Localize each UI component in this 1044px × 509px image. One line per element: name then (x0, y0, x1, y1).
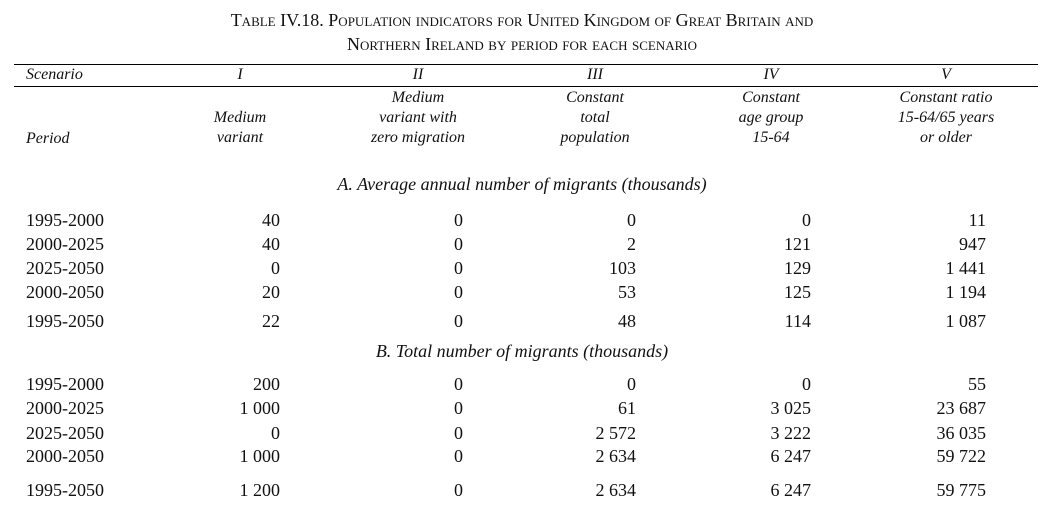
value-cell: 59 775 (936, 480, 986, 500)
table-row (0, 233, 1044, 255)
value-cell: 0 (454, 480, 463, 500)
scenario-header-label: Scenario (26, 66, 83, 83)
scenario-I-heading: I (237, 66, 243, 83)
value-cell: 1 194 (945, 282, 986, 302)
value-cell: 0 (454, 374, 463, 394)
description-line: 15-64 (752, 129, 790, 146)
value-cell: 1 087 (945, 311, 986, 331)
section-title: B. Total number of migrants (thousands) (375, 341, 669, 361)
description-line: zero migration (370, 129, 466, 146)
value-cell: 129 (784, 258, 811, 278)
description-line (170, 88, 310, 108)
value-cell: 121 (784, 234, 811, 254)
value-cell: 6 247 (770, 446, 811, 466)
value-cell: 1 441 (945, 258, 986, 278)
value-cell: 40 (262, 234, 280, 254)
value-cell: 55 (968, 374, 986, 394)
scenario-V-heading: V (941, 66, 951, 83)
value-cell: 0 (454, 423, 463, 443)
description-line: Constant ratio (899, 89, 993, 106)
value-cell: 125 (784, 282, 811, 302)
value-cell: 11 (968, 210, 986, 230)
value-cell: 2 (627, 234, 636, 254)
table-row (0, 281, 1044, 303)
value-cell: 20 (262, 282, 280, 302)
table-row (0, 257, 1044, 279)
value-cell: 40 (262, 210, 280, 230)
value-cell: 3 222 (770, 423, 811, 443)
period-cell: 2000-2050 (26, 282, 104, 302)
description-line: variant with (379, 109, 457, 126)
description-line: Medium (213, 109, 267, 126)
value-cell: 103 (609, 258, 636, 278)
value-cell: 3 025 (770, 398, 811, 418)
description-line: or older (920, 129, 972, 146)
value-cell: 53 (618, 282, 636, 302)
value-cell: 1 000 (239, 446, 280, 466)
value-cell: 0 (271, 258, 280, 278)
period-cell: 2025-2050 (26, 258, 104, 278)
value-cell: 48 (618, 311, 636, 331)
period-cell: 2000-2025 (26, 234, 104, 254)
value-cell: 61 (618, 398, 636, 418)
value-cell: 23 687 (936, 398, 986, 418)
description-line: Constant (742, 89, 800, 106)
description-line: Constant (566, 89, 624, 106)
value-cell: 0 (454, 398, 463, 418)
scenario-rule (14, 86, 1038, 87)
value-cell: 36 035 (936, 423, 986, 443)
value-cell: 2 572 (595, 423, 636, 443)
table-title-line-1: Table IV.18. Population indicators for United Kingdom of Great Britain and (230, 10, 814, 30)
value-cell: 0 (802, 374, 811, 394)
scenario-II-description (338, 88, 498, 148)
value-cell: 0 (454, 210, 463, 230)
description-line: 15-64/65 years (897, 109, 995, 126)
period-cell: 1995-2000 (26, 210, 104, 230)
table-row (0, 479, 1044, 501)
period-cell: 1995-2050 (26, 480, 104, 500)
value-cell: 22 (262, 311, 280, 331)
value-cell: 0 (271, 423, 280, 443)
value-cell: 6 247 (770, 480, 811, 500)
scenario-III-description (515, 88, 675, 148)
value-cell: 0 (454, 282, 463, 302)
value-cell: 0 (454, 446, 463, 466)
table-title-line-2: Northern Ireland by period for each scenario (346, 34, 697, 54)
value-cell: 59 722 (936, 446, 986, 466)
value-cell: 1 000 (239, 398, 280, 418)
table-row (0, 397, 1044, 419)
value-cell: 947 (959, 234, 986, 254)
value-cell: 0 (627, 210, 636, 230)
value-cell: 2 634 (595, 480, 636, 500)
description-line: total (580, 109, 610, 126)
period-cell: 1995-2000 (26, 374, 104, 394)
table-row (0, 209, 1044, 231)
value-cell: 200 (253, 374, 280, 394)
value-cell: 0 (454, 258, 463, 278)
scenario-IV-heading: IV (763, 66, 779, 83)
value-cell: 2 634 (595, 446, 636, 466)
value-cell: 1 200 (239, 480, 280, 500)
period-header-label: Period (26, 130, 70, 147)
table-row (0, 373, 1044, 395)
period-cell: 2025-2050 (26, 423, 104, 443)
value-cell: 0 (454, 311, 463, 331)
table-row (0, 445, 1044, 467)
scenario-II-heading: II (412, 66, 424, 83)
value-cell: 0 (802, 210, 811, 230)
period-cell: 2000-2025 (26, 398, 104, 418)
period-cell: 2000-2050 (26, 446, 104, 466)
section-title: A. Average annual number of migrants (thousands) (337, 174, 707, 194)
scenario-V-description (856, 88, 1036, 148)
description-line: Medium (391, 89, 445, 106)
description-line: population (560, 129, 630, 146)
description-line: age group (738, 109, 804, 126)
table-row (0, 310, 1044, 332)
scenario-III-heading: III (587, 66, 603, 83)
period-cell: 1995-2050 (26, 311, 104, 331)
value-cell: 114 (784, 311, 811, 331)
value-cell: 0 (627, 374, 636, 394)
scenario-I-description (170, 88, 310, 148)
description-line: variant (216, 129, 264, 146)
scenario-IV-description (691, 88, 851, 148)
table-row (0, 422, 1044, 444)
value-cell: 0 (454, 234, 463, 254)
